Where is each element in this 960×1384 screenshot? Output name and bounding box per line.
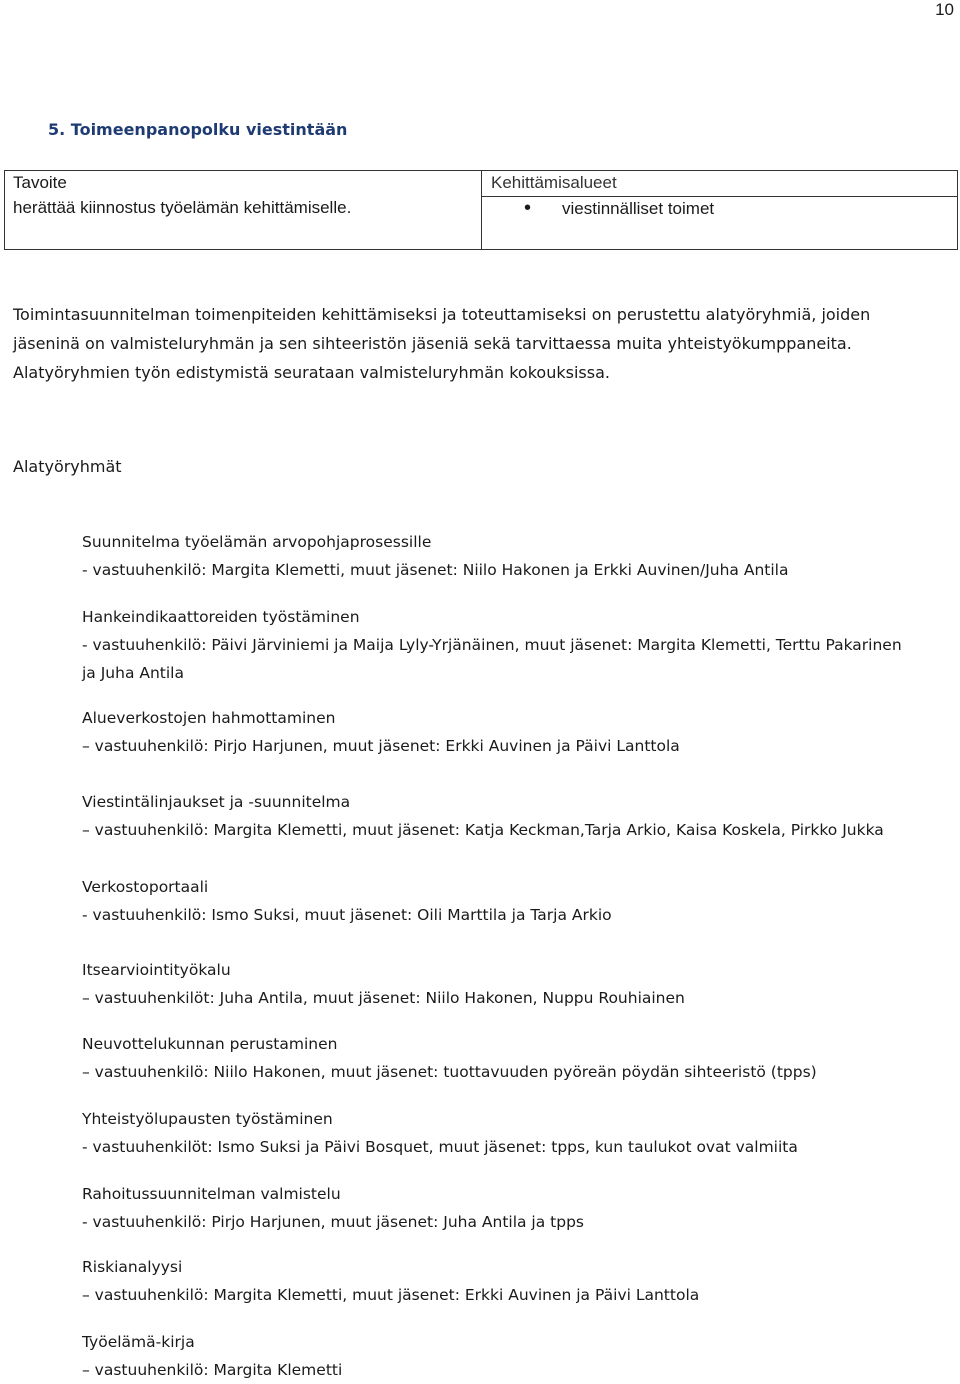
subgroup-members: - vastuuhenkilö: Pirjo Harjunen, muut jäsenet: Juha Antila ja tpps: [82, 1213, 584, 1231]
subgroup-item: [82, 603, 902, 687]
development-areas-header: Kehittämisalueet: [491, 173, 617, 192]
subgroup-members: - vastuuhenkilö: Ismo Suksi, muut jäsenet: Oili Marttila ja Tarja Arkio: [82, 906, 612, 924]
subgroup-title: Verkostoportaali: [82, 878, 209, 896]
development-area-item: viestinnälliset toimet: [562, 199, 715, 218]
subgroup-title: Riskianalyysi: [82, 1258, 183, 1276]
column-divider: [481, 171, 482, 249]
intro-paragraph: [13, 300, 958, 387]
subgroup-title: Yhteistyölupausten työstäminen: [82, 1110, 333, 1128]
subgroup-members: – vastuuhenkilö: Margita Klemetti, muut jäsenet: Erkki Auvinen ja Päivi Lanttola: [82, 1286, 700, 1304]
subgroup-title: Suunnitelma työelämän arvopohjaprosessille: [82, 533, 432, 551]
subgroup-members: – vastuuhenkilö: Margita Klemetti, muut jäsenet: Katja Keckman,Tarja Arkio, Kaisa Koskela, Pirkko Jukka: [82, 821, 884, 839]
subgroup-item: [82, 873, 612, 929]
subgroup-members: - vastuuhenkilö: Päivi Järviniemi ja Maija Lyly-Yrjänäinen, muut jäsenet: Margita Klemetti, Terttu Pakarinen: [82, 636, 902, 654]
intro-line: Toimintasuunnitelman toimenpiteiden kehittämiseksi ja toteuttamiseksi on perustettu alatyöryhmiä, joiden: [13, 305, 871, 324]
subgroup-title: Työelämä-kirja: [82, 1333, 195, 1351]
page-number: 10: [935, 0, 954, 19]
section-heading: 5. Toimeenpanopolku viestintään: [48, 120, 348, 139]
subgroup-item: [82, 788, 884, 844]
subgroup-members-continued: ja Juha Antila: [82, 664, 184, 682]
subgroup-members: – vastuuhenkilö: Pirjo Harjunen, muut jäsenet: Erkki Auvinen ja Päivi Lanttola: [82, 737, 680, 755]
subgroup-title: Rahoitussuunnitelman valmistelu: [82, 1185, 341, 1203]
subgroup-title: Itsearviointityökalu: [82, 961, 231, 979]
subgroup-item: [82, 1180, 584, 1236]
subgroup-item: [82, 1030, 817, 1086]
subgroup-members: – vastuuhenkilöt: Juha Antila, muut jäsenet: Niilo Hakonen, Nuppu Rouhiainen: [82, 989, 685, 1007]
subgroups-label: Alatyöryhmät: [13, 457, 122, 476]
subgroup-title: Alueverkostojen hahmottaminen: [82, 709, 336, 727]
subgroup-members: - vastuuhenkilö: Margita Klemetti, muut jäsenet: Niilo Hakonen ja Erkki Auvinen/Juha Antila: [82, 561, 789, 579]
subgroup-members: – vastuuhenkilö: Niilo Hakonen, muut jäsenet: tuottavuuden pyöreän pöydän sihteeristö (tpps): [82, 1063, 817, 1081]
goal-value: herättää kiinnostus työelämän kehittämiselle.: [13, 198, 352, 217]
row-divider: [481, 196, 957, 197]
bullet-icon: •: [524, 197, 532, 219]
subgroup-item: [82, 1328, 342, 1384]
subgroup-title: Hankeindikaattoreiden työstäminen: [82, 608, 360, 626]
subgroup-members: – vastuuhenkilö: Margita Klemetti: [82, 1361, 343, 1379]
intro-line: Alatyöryhmien työn edistymistä seurataan valmisteluryhmän kokouksissa.: [13, 363, 610, 382]
subgroup-item: [82, 1105, 798, 1161]
subgroup-item: [82, 956, 685, 1012]
goal-table: [4, 170, 958, 250]
subgroup-item: [82, 1253, 699, 1309]
subgroup-title: Viestintälinjaukset ja -suunnitelma: [82, 793, 351, 811]
subgroup-item: [82, 704, 680, 760]
intro-line: jäseninä on valmisteluryhmän ja sen sihteeristön jäseniä sekä tarvittaessa muita yhteistyökumppaneita.: [13, 334, 852, 353]
goal-header: Tavoite: [13, 173, 67, 192]
subgroup-title: Neuvottelukunnan perustaminen: [82, 1035, 338, 1053]
subgroup-item: [82, 528, 788, 584]
subgroup-members: - vastuuhenkilöt: Ismo Suksi ja Päivi Bosquet, muut jäsenet: tpps, kun taulukot ovat valmiita: [82, 1138, 798, 1156]
